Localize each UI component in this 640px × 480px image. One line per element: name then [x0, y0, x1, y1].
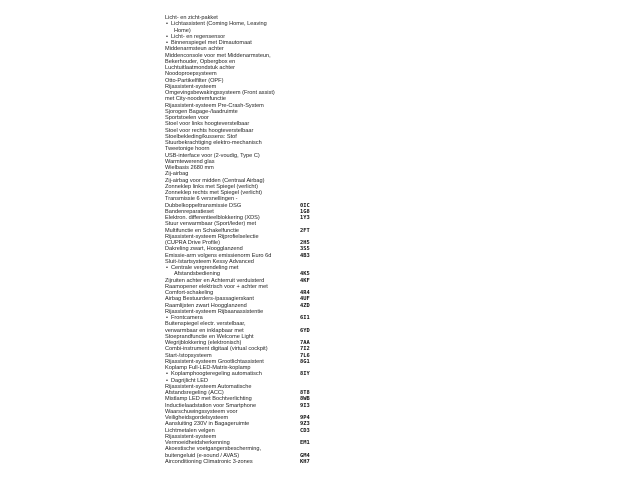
option-text: Rijassistent-systeem Automatische	[165, 383, 252, 390]
option-text: Emissie-arm volgens emissienorm Euro 6d	[165, 252, 272, 259]
option-list	[165, 15, 315, 465]
option-code: 7L6	[300, 352, 310, 359]
option-text: Comfort-schakeling	[165, 290, 214, 296]
option-text: Elektron. differentieelblokkering (XDS)	[165, 215, 260, 221]
option-text: Koplamp Full-LED-Matrix-koplamp	[165, 365, 251, 371]
option-text: Lichtassistent (Coming Home, Leaving	[171, 21, 267, 28]
option-text: Bandenreparatieset	[165, 208, 214, 215]
option-text: Binnenspiegel met Dimautomaat	[171, 40, 252, 46]
option-text: Rijassistent-systeem	[165, 83, 217, 90]
option-text: Airbag Bestuurders-/passagierskant	[165, 296, 254, 303]
option-text: Zij-airbag	[165, 171, 189, 178]
option-text: Zijruiten achter en Achterruit verduisterd	[165, 277, 265, 284]
bullet-icon: •	[166, 315, 168, 321]
option-text: Wielbasis 2680 mm	[165, 165, 214, 171]
option-text: Akoestische voetgangersbescherming,	[165, 446, 262, 453]
option-text: Dubbelkoppeltransmissie DSG	[165, 202, 242, 209]
option-text: Waarschuwingssysteem voor	[165, 408, 238, 415]
option-text: Frontcamera	[171, 315, 203, 321]
option-text: Bekerhouder, Opbergbox en	[165, 58, 236, 65]
option-code: 0IC	[300, 202, 310, 209]
option-text: Licht- en regensensor	[171, 33, 226, 40]
option-text: Rijassistent-systeem Rijprofielselectie	[165, 233, 259, 240]
option-code: 6YD	[300, 327, 310, 334]
option-text: Sportstoelen voor	[165, 115, 209, 121]
option-text: Zonneklep rechts met Spiegel (verlicht)	[165, 190, 263, 196]
bullet-icon: •	[166, 40, 168, 46]
option-text: Veiligheidsgordelsysteem	[165, 415, 229, 421]
option-text: Koplamphoogteregeling automatisch	[171, 371, 262, 378]
option-text: Stoel voor rechts hoogteverstelbaar	[165, 127, 254, 134]
bullet-icon: •	[166, 371, 168, 378]
option-code: 2FT	[300, 227, 310, 234]
option-text: Warmtewerend glas	[165, 158, 215, 165]
option-text: Lichtmetalen velgen	[165, 427, 215, 434]
option-text: Stoelbekleding/kussens: Stof	[165, 133, 237, 140]
option-text: Buitenspiegel electr. verstelbaar,	[165, 321, 246, 328]
option-code: 7I2	[300, 346, 310, 353]
option-text: Sjorogen Bagage-/laadruimte	[165, 108, 238, 115]
option-text: Dagrijlicht LED	[171, 377, 208, 384]
option-text: Wegrijblokkering (elektronisch)	[165, 340, 242, 346]
option-code: 8WB	[300, 396, 310, 403]
option-text: Aansluiting 230V in Bagageruimte	[165, 421, 250, 428]
option-text: Stuur verwarmbaar (Sport/leder) met	[165, 221, 257, 228]
option-text: Omgevingsbewakingssysteem (Front assist)	[165, 90, 275, 96]
option-code: 7AA	[300, 340, 310, 346]
option-text: Vermoeidheidsherkenning	[165, 440, 230, 446]
option-code: 2H5	[300, 240, 310, 246]
option-text: buitengeluid (e-sound / AVAS)	[165, 452, 240, 459]
option-text: Stoeprandfunctie en Welcome Light	[165, 333, 254, 340]
option-text: Stoel voor links hoogteverstelbaar	[165, 121, 250, 128]
option-text: Noodoproepsysteem	[165, 71, 217, 78]
option-code: 4KF	[300, 277, 310, 284]
option-text: Afstandsbediening	[174, 271, 221, 278]
option-code: 4R4	[300, 290, 310, 296]
option-text: Start-/stopsysteem	[165, 352, 212, 359]
option-code: 6I1	[300, 315, 310, 321]
option-code: 3S5	[300, 246, 310, 253]
option-code: 8IY	[300, 371, 310, 378]
option-text: Centrale vergrendeling met	[171, 265, 239, 271]
option-code: 9P4	[300, 415, 310, 421]
bullet-icon: •	[166, 21, 168, 28]
option-text: Sluit-/startsysteem Kessy Advanced	[165, 258, 254, 265]
option-text: verwarmbaar en inklapbaar met	[165, 327, 244, 334]
option-code: 9Z3	[300, 421, 310, 428]
option-code: EM1	[300, 440, 310, 446]
option-text: Transmissie 6 versnellingen -	[165, 196, 238, 203]
option-text: Dakreling zwart, Hoogglanzend	[165, 246, 243, 253]
option-code: 4K5	[300, 271, 310, 278]
option-text: (CUPRA Drive Profile)	[165, 240, 221, 246]
option-code: 1G8	[300, 208, 310, 215]
option-text: Home)	[174, 27, 191, 34]
option-text: USB-interface voor (2-voudig, Type C)	[165, 152, 260, 159]
option-text: Combi-instrument digitaal (virtual cockpit)	[165, 346, 268, 353]
option-text: Middenarmsteun achter	[165, 46, 224, 53]
option-text: Raamopener elektrisch voor + achter met	[165, 283, 268, 290]
option-text: Inductielaadstation voor Smartphone	[165, 402, 257, 409]
option-code: 8G1	[300, 358, 310, 365]
bullet-icon: •	[166, 377, 168, 384]
option-text: Tweetonige hoorn	[165, 146, 210, 153]
option-text: met City-noodremfunctie	[165, 96, 226, 103]
option-text: Afstandsregeling (ACC)	[165, 390, 224, 396]
option-text: Luchtuitlaatmondstuk achter	[165, 65, 235, 71]
option-text: Multifunctie en Schakelfunctie	[165, 227, 240, 234]
option-text: Middenconsole voor met Middenarmsteun,	[165, 52, 271, 59]
option-text: Licht- en zicht-pakket	[165, 15, 218, 21]
option-code: 4ZD	[300, 302, 310, 309]
option-text: Mistlamp LED met Bochtverlichting	[165, 396, 252, 403]
option-code: 4B3	[300, 252, 310, 259]
option-row	[165, 459, 315, 465]
option-text: Raamlijsten zwart Hoogglanzend	[165, 302, 247, 309]
option-text: Rijassistent-systeem Rijbaanassistentie	[165, 308, 264, 315]
option-code: 4UF	[300, 296, 310, 303]
option-code: CD3	[300, 427, 310, 434]
option-code: KH7	[300, 458, 310, 465]
option-text: Rijassistent-systeem Grootlichtassistent	[165, 358, 264, 365]
option-code: GM4	[300, 452, 310, 459]
option-code: 8T8	[300, 390, 310, 396]
option-text: Airconditioning Climatronic 3-zones	[165, 458, 253, 465]
bullet-icon: •	[166, 33, 168, 40]
option-code: 9I3	[300, 402, 310, 409]
option-text: Zij-airbag voor midden (Centraal Airbag)	[165, 177, 265, 184]
option-code: 1Y3	[300, 215, 310, 221]
option-text: Stuurbekrachtiging elektro-mechanisch	[165, 140, 262, 146]
option-text: Otto-Partikelfilter (OPF)	[165, 77, 224, 84]
bullet-icon: •	[166, 265, 168, 271]
option-text: Rijassistent-systeem Pre-Crash-System	[165, 102, 264, 109]
option-text: Zonneklep links met Spiegel (verlicht)	[165, 183, 258, 190]
option-text: Rijassistent-systeem	[165, 433, 217, 440]
